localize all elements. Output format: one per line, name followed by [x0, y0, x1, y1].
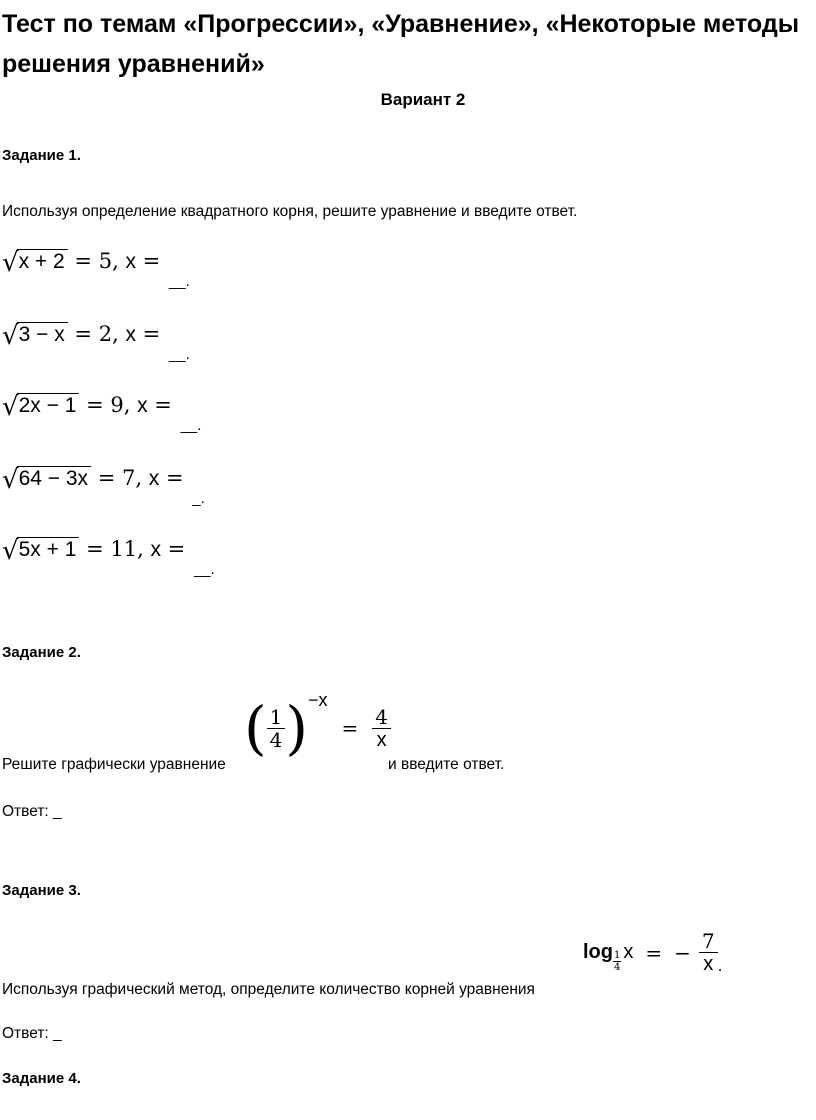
- sqrt-symbol: √5x + 1: [2, 536, 79, 566]
- task3-heading: Задание 3.: [2, 882, 81, 899]
- task3-equation: log $\frac{1}{4}$ x = − $\frac{7}{x}$ .: [583, 929, 723, 975]
- variant-label: Вариант 2: [380, 90, 466, 109]
- sqrt-symbol: √2x − 1: [2, 392, 79, 422]
- equation-2: √3 − x = 2, x = __.: [2, 321, 190, 363]
- answer-blank[interactable]: __.: [180, 417, 202, 434]
- page-title: Тест по темам «Прогрессии», «Уравнение», «Некоторые методы решения уравнений»: [2, 10, 800, 78]
- sqrt-symbol: √3 − x: [2, 321, 68, 351]
- task2-text-after: и введите ответ.: [388, 756, 505, 773]
- task1-heading: Задание 1.: [2, 147, 81, 164]
- task3-answer[interactable]: Ответ: _: [2, 1025, 62, 1042]
- equation-4: √64 − 3x = 7, x = _.: [2, 465, 205, 507]
- task4-heading: Задание 4.: [2, 1070, 81, 1087]
- answer-blank[interactable]: _.: [192, 490, 205, 507]
- equation-5: √5x + 1 = 11, x = __.: [2, 536, 215, 578]
- equation-3: √2x − 1 = 9, x = __.: [2, 392, 202, 434]
- task2-heading: Задание 2.: [2, 644, 81, 661]
- answer-blank[interactable]: __.: [168, 273, 190, 290]
- task2-answer[interactable]: Ответ: _: [2, 803, 62, 820]
- task2-equation: ( $\frac{1}{4}$ ) −x = $\frac{4}{x}$: [244, 694, 391, 762]
- sqrt-symbol: √x + 2: [2, 248, 68, 278]
- task1-instruction: Используя определение квадратного корня, решите уравнение и введите ответ.: [2, 203, 578, 220]
- answer-blank[interactable]: __.: [168, 346, 190, 363]
- sqrt-symbol: √64 − 3x: [2, 465, 91, 495]
- task2-text-before: Решите графически уравнение: [2, 756, 226, 773]
- equation-1: √x + 2 = 5, x = __.: [2, 248, 190, 290]
- answer-blank[interactable]: __.: [193, 561, 215, 578]
- task3-text: Используя графический метод, определите количество корней уравнения: [2, 981, 535, 998]
